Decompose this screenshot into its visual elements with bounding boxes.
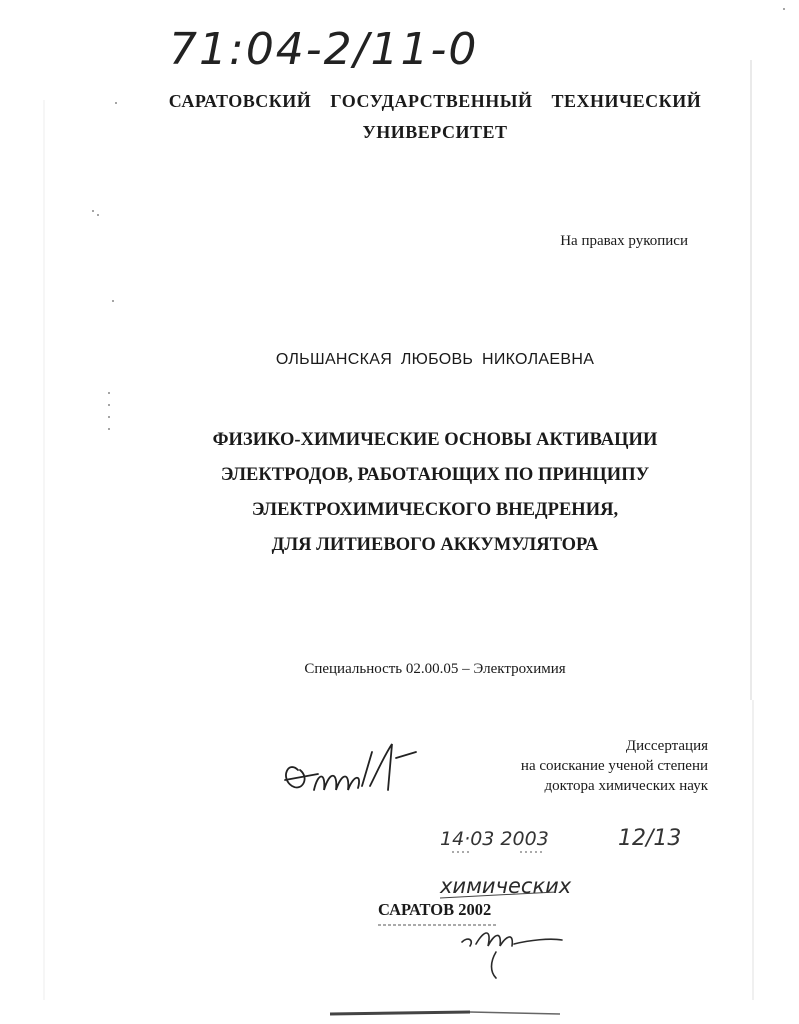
title-line-4: ДЛЯ ЛИТИЕВОГО АККУМУЛЯТОРА	[271, 535, 599, 555]
title-line-1: ФИЗИКО-ХИМИЧЕСКИЕ ОСНОВЫ АКТИВАЦИИ	[212, 430, 658, 450]
handwritten-date-block	[440, 826, 681, 852]
rights-note: На правах рукописи	[560, 233, 688, 249]
handwritten-word: химических	[440, 874, 572, 898]
archive-code-text: 71:04-2/11-0	[169, 24, 479, 75]
university-line-1: САРАТОВСКИЙ ГОСУДАРСТВЕННЫЙ ТЕХНИЧЕСКИЙ	[168, 91, 702, 111]
degree-line-3: доктора химических наук	[544, 778, 708, 794]
title-line-2: ЭЛЕКТРОДОВ, РАБОТАЮЩИХ ПО ПРИНЦИПУ	[220, 465, 650, 485]
archive-signature	[462, 933, 562, 978]
degree-line-2: на соискание ученой степени	[520, 758, 708, 774]
author-name: ОЛЬШАНСКАЯ ЛЮБОВЬ НИКОЛАЕВНА	[275, 351, 595, 368]
degree-line-1: Диссертация	[625, 738, 708, 754]
university-line-2: УНИВЕРСИТЕТ	[362, 122, 508, 142]
handwritten-date: 14·03 2003	[440, 828, 549, 850]
city-year: САРАТОВ 2002	[378, 900, 492, 919]
author-signature	[285, 744, 416, 790]
title-line-3: ЭЛЕКТРОХИМИЧЕСКОГО ВНЕДРЕНИЯ,	[251, 500, 619, 520]
handwritten-ref: 12/13	[618, 826, 682, 851]
speciality-line: Специальность 02.00.05 – Электрохимия	[304, 661, 566, 677]
